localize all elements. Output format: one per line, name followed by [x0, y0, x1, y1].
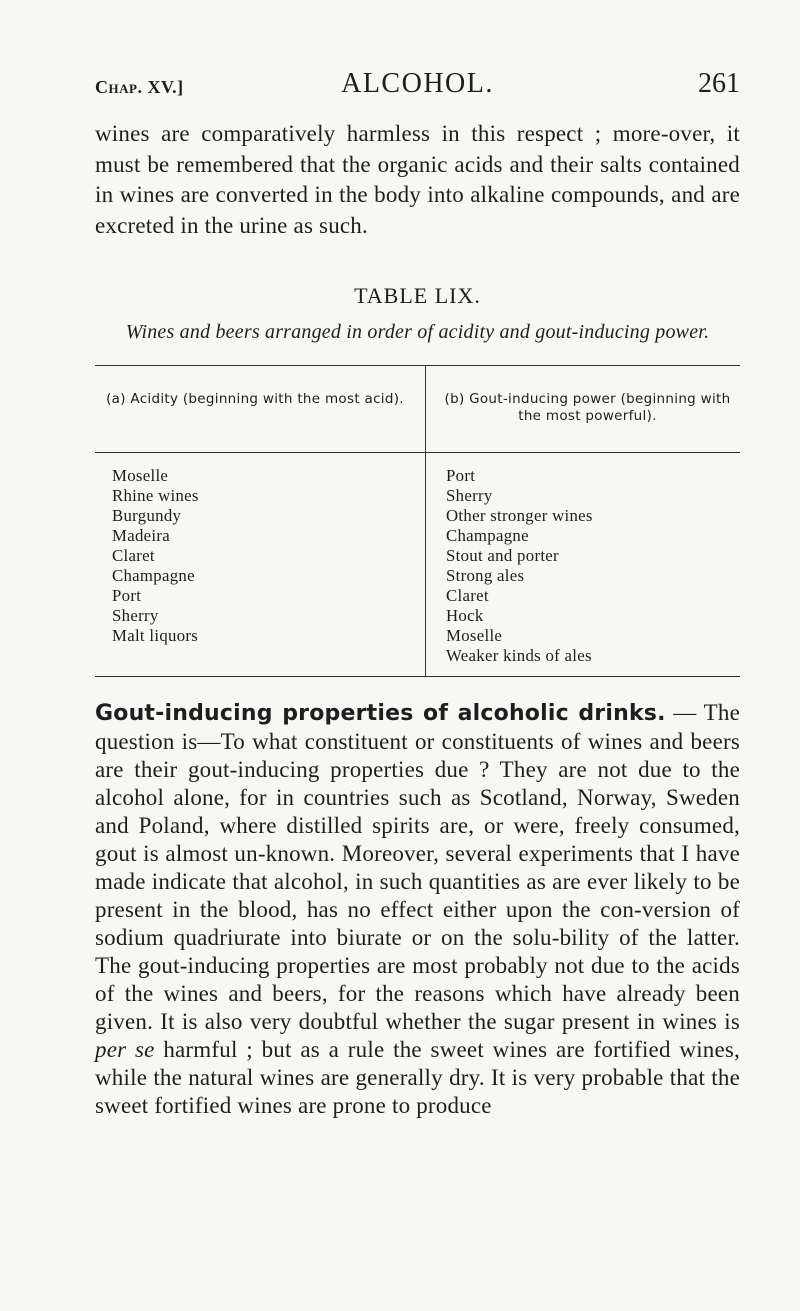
gout-power-list-item: Moselle [446, 626, 503, 645]
acidity-list [112, 466, 412, 646]
acidity-list-item: Madeira [112, 526, 171, 545]
gout-power-list-item: Hock [446, 606, 484, 625]
chapter-label: Chap. XV.] [95, 77, 184, 97]
section-text-before-italic: The question is—To what constituent or constituents of wines and beers are their gout-inducing properties due ? They are not due to the alcohol alone, for in countries such as Scotland, Norway, Sweden and Poland, where distilled spirits are, or were, freely consumed, gout is almost un-known. Moreover, several experiments that I have made indicate that alcohol, in such quantities as are ever likely to be present in the blood, has no effect either upon the con-version of sodium quadriurate into biurate or on the solu-bility of the latter. The gout-inducing properties are most probably not due to the acids of the wines and beers, for the reasons which have already been given. It is also very doubtful whether the sugar present in wines is [95, 700, 741, 1034]
page-number: 261 [698, 68, 740, 99]
gout-power-list-item: Champagne [446, 526, 529, 545]
acidity-list-item: Port [112, 586, 142, 605]
gout-power-list-item: Claret [446, 586, 489, 605]
section-heading: Gout-inducing properties of alcoholic drinks. [95, 701, 666, 726]
acidity-list-item: Moselle [112, 466, 169, 485]
table-label: TABLE LIX. [354, 283, 481, 308]
table-bottom-rule [95, 676, 740, 677]
gout-power-list-item: Stout and porter [446, 546, 559, 565]
gout-power-list-item: Port [446, 466, 476, 485]
section-heading-dash: — [665, 700, 704, 725]
table-top-rule [95, 365, 740, 366]
gout-power-list-item: Strong ales [446, 566, 525, 585]
acidity-list-item: Sherry [112, 606, 159, 625]
gout-power-list-item: Other stronger wines [446, 506, 593, 525]
page-title: ALCOHOL. [341, 68, 494, 99]
section-text-after-italic: harmful ; but as a rule the sweet wines are fortified wines, while the natural wines are generally dry. It is very probable that the sweet fortified wines are prone to produce [95, 1037, 740, 1118]
acidity-list-item: Malt liquors [112, 626, 199, 645]
gout-power-list [446, 466, 736, 666]
gout-inducing-section [95, 699, 740, 1120]
table-column-divider [425, 365, 426, 677]
table-caption: Wines and beers arranged in order of acidity and gout-inducing power. [125, 321, 710, 343]
acidity-list-item: Claret [112, 546, 155, 565]
gout-power-list-item: Sherry [446, 486, 493, 505]
acidity-list-item: Rhine wines [112, 486, 199, 505]
table-header-rule [95, 452, 740, 453]
gout-power-list-item: Weaker kinds of ales [446, 646, 592, 665]
opening-paragraph: wines are comparatively harmless in this respect ; more-over, it must be remembered that the organic acids and their salts contained in wines are converted in the body into alkaline compounds, and are excreted in the urine as such. [95, 121, 740, 238]
per-se-italic: per se [95, 1037, 155, 1062]
acidity-list-item: Champagne [112, 566, 195, 585]
gout-power-column-heading: (b) Gout-inducing power (beginning with the most powerful). [444, 391, 731, 424]
running-head [95, 62, 740, 108]
acidity-gout-table [95, 365, 740, 677]
acidity-column-heading: (a) Acidity (beginning with the most acid). [106, 391, 404, 407]
acidity-list-item: Burgundy [112, 506, 182, 525]
